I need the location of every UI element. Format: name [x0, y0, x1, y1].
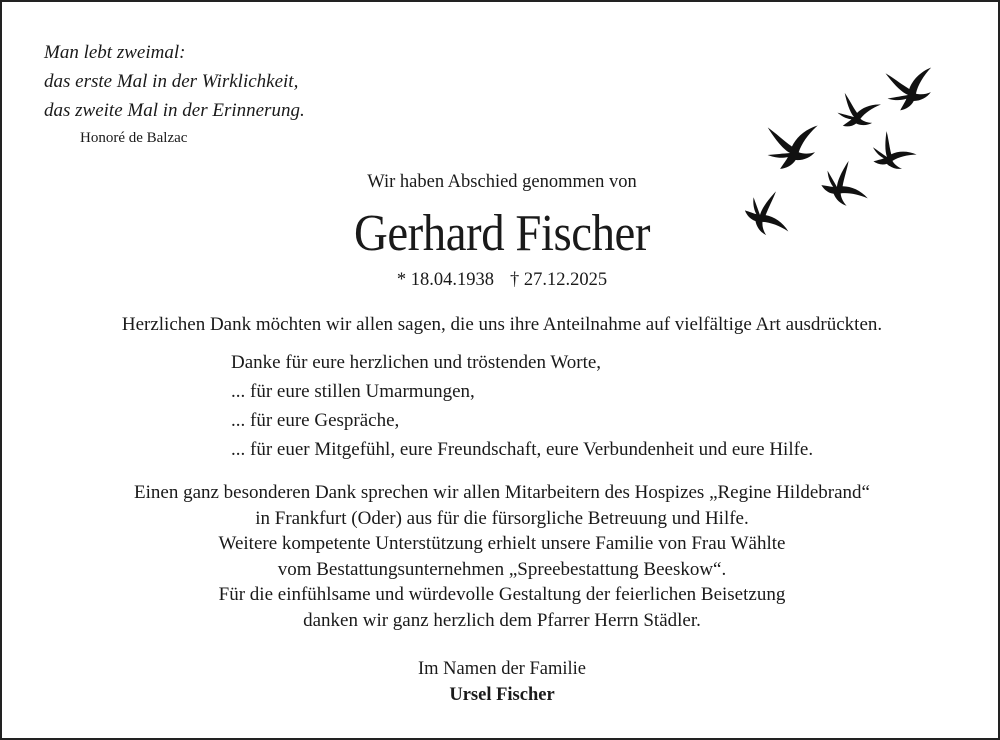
thanks-list-item: ... für eure stillen Umarmungen, — [231, 381, 475, 402]
signature-label: Im Namen der Familie — [418, 659, 586, 679]
thanks-list-item: Danke für eure herzlichen und tröstenden Worte, — [231, 352, 602, 373]
farewell-intro: Wir haben Abschied genommen von — [367, 172, 637, 192]
special-thanks-paragraph — [2, 480, 1000, 634]
bird-shape — [883, 65, 937, 112]
quote-line: das zweite Mal in der Erinnerung. — [44, 100, 305, 121]
special-thanks-line: in Frankfurt (Oder) aus für die fürsorgliche Betreuung und Hilfe. — [255, 507, 749, 529]
quote-line: Man lebt zweimal: — [44, 42, 186, 63]
bird-shape — [765, 123, 821, 170]
thanks-list-item: ... für eure Gespräche, — [231, 410, 400, 431]
deceased-name: Gerhard Fischer — [353, 205, 651, 262]
thanks-list-item: ... für euer Mitgefühl, eure Freundschaft, eure Verbundenheit und eure Hilfe. — [231, 439, 814, 460]
special-thanks-line: Weitere kompetente Unterstützung erhielt unsere Familie von Frau Wählte — [218, 533, 786, 555]
special-thanks-line: vom Bestattungsunternehmen „Spreebestattung Beeskow“. — [277, 558, 727, 580]
quote-author: Honoré de Balzac — [80, 130, 188, 146]
special-thanks-line: danken wir ganz herzlich dem Pfarrer Herrn Städler. — [303, 609, 701, 631]
bird-shape — [835, 92, 882, 134]
special-thanks-line: Einen ganz besonderen Dank sprechen wir allen Mitarbeitern des Hospizes „Regine Hildebrand“ — [134, 482, 870, 503]
thanks-list — [231, 348, 813, 464]
life-dates — [2, 270, 1000, 291]
quote-block — [44, 38, 305, 125]
birth-date: * 18.04.1938 — [396, 270, 494, 290]
thanks-line: Herzlichen Dank möchten wir allen sagen, die uns ihre Anteilnahme auf vielfältige Art ausdrückten. — [121, 314, 883, 335]
death-date: † 27.12.2025 — [510, 270, 608, 290]
signature-name: Ursel Fischer — [449, 685, 555, 705]
quote-line: das erste Mal in der Wirklichkeit, — [44, 71, 299, 92]
special-thanks-line: Für die einfühlsame und würdevolle Gestaltung der feierlichen Beisetzung — [218, 584, 786, 606]
